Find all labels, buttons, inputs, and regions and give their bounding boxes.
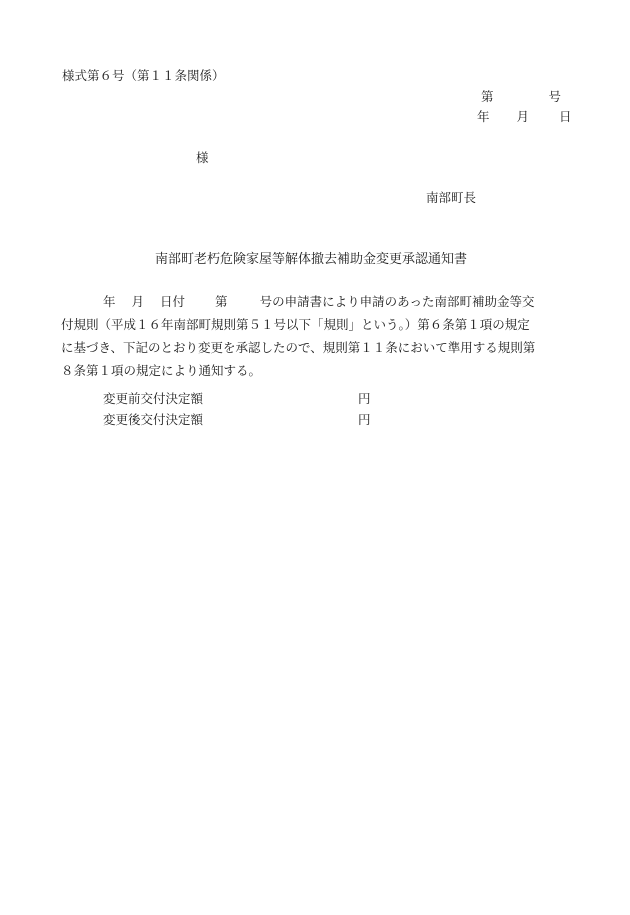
- body-month: 月: [131, 294, 145, 309]
- body-line-1-rest: 号の申請書により申請のあった南部町補助金等交: [259, 294, 535, 309]
- amount-unit-after: 円: [358, 412, 371, 427]
- amount-label-before: 変更前交付決定額: [103, 391, 204, 406]
- amount-label-after: 変更後交付決定額: [103, 412, 204, 427]
- document-number-dai: 第: [481, 89, 494, 104]
- form-label: 様式第６号（第１１条関係）: [62, 68, 225, 83]
- amount-row-before: [103, 393, 371, 406]
- sender: 南部町長: [426, 190, 477, 205]
- date-year: 年: [477, 109, 490, 124]
- document-date: [477, 111, 572, 124]
- document-number: [481, 91, 561, 104]
- body-line-3: に基づき、下記のとおり変更を承認したので、規則第１１条において準用する規則第: [61, 340, 536, 355]
- body-year: 年: [103, 294, 116, 309]
- body-dai: 第: [215, 294, 228, 309]
- body-text: [61, 290, 578, 382]
- body-line-4: ８条第１項の規定により通知する。: [61, 363, 262, 378]
- date-day: 日: [559, 109, 572, 124]
- amount-row-after: [103, 414, 371, 427]
- document-number-go: 号: [548, 89, 562, 104]
- amount-unit-before: 円: [358, 391, 371, 406]
- body-day: 日付: [160, 294, 186, 309]
- addressee: 様: [196, 150, 209, 165]
- date-month: 月: [516, 109, 530, 124]
- body-line-1: [61, 290, 578, 313]
- body-line-2: 付規則（平成１６年南部町規則第５１号以下「規則」という。）第６条第１項の規定: [61, 317, 530, 332]
- document-title: 南部町老朽危険家屋等解体撤去補助金変更承認通知書: [155, 252, 468, 267]
